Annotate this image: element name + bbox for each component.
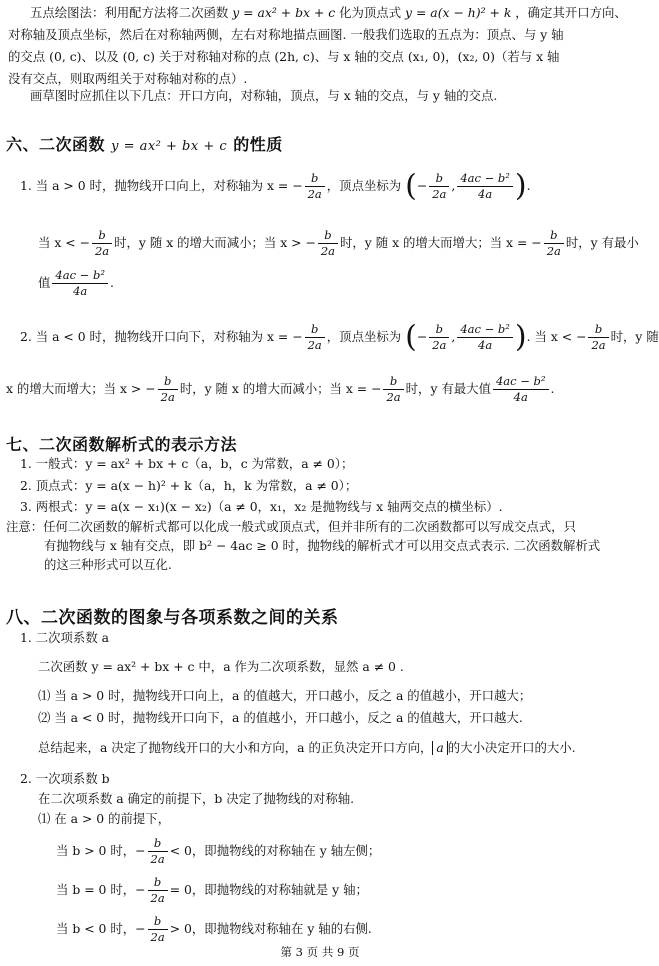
text: x 的增大而增大；当 x > − (6, 381, 156, 396)
intro-line-3: 的交点 (0, c)、以及 (0, c) 关于对称轴对称的点 (2h, c)、与 x 轴的交点 (x₁, 0)，(x₂, 0)（若与 x 轴 (8, 49, 560, 64)
heading-formula: y = ax² + bx + c (111, 139, 228, 154)
fraction-b-over-2a: $\frac{b}{2a}$ (544, 228, 564, 259)
fraction-b-over-2a: $\frac{b}{2a}$ (148, 875, 168, 906)
fraction-b-over-2a: $\frac{b}{2a}$ (92, 228, 112, 259)
fraction-vertex-y: $\frac{\text{4ac − b²}}{4a}$ (52, 268, 108, 299)
fraction-vertex-y: $\frac{\text{4ac − b²}}{4a}$ (493, 374, 549, 405)
s7-item-roots: 3. 两根式：y = a(x − x₁)(x − x₂)（a ≠ 0，x₁，x₂ 是抛物线与 x 轴两交点的横坐标）. (20, 499, 503, 514)
s7-note-line-3: 的这三种形式可以互化. (44, 557, 172, 572)
s6-item-1-min: 值 $\frac{\text{4ac − b²}}{4a}$ . (38, 268, 114, 298)
intro-line-5: 画草图时应抓住以下几点：开口方向，对称轴，顶点，与 x 轴的交点，与 y 轴的交点. (30, 88, 498, 103)
fraction-b-over-2a: $\frac{b}{2a}$ (429, 171, 449, 202)
intro-text: 化为顶点式 (339, 5, 402, 20)
s8-a-title: 1. 二次项系数 a (20, 630, 110, 645)
fraction-vertex-y: $\frac{\text{4ac − b²}}{4a}$ (457, 322, 513, 353)
section-6-heading (6, 132, 283, 155)
intro-line-2: 对称轴及顶点坐标，然后在对称轴两侧，左右对称地描点画图. 一般我们选取的五点为：顶点、与 y 轴 (8, 27, 564, 42)
text: 时，y 随 x 的增大而增大；当 x = − (340, 235, 542, 250)
intro-text: ，确定其开口方向、 (515, 5, 627, 20)
fraction-b-over-2a: $\frac{b}{2a}$ (305, 322, 325, 353)
text: 时，y 有最大值 (405, 381, 491, 396)
s6-item-1-detail (38, 228, 639, 259)
s8-b-case-zero (56, 875, 368, 906)
section-8-heading: 八、二次函数的图象与各项系数之间的关系 (6, 608, 339, 628)
text: 当 b = 0 时，− (56, 882, 146, 897)
formula-general: y = ax² + bx + c (232, 5, 336, 20)
text: 1. 当 a > 0 时，抛物线开口向上，对称轴为 x = − (20, 178, 303, 193)
page-footer: 第 3 页 共 9 页 (280, 945, 360, 959)
s7-item-vertex: 2. 顶点式：y = a(x − h)² + k（a，h，k 为常数，a ≠ 0）； (20, 478, 358, 493)
s8-b-title: 2. 一次项系数 b (20, 771, 110, 786)
text: . 当 x < − (526, 329, 587, 344)
s8-b-case-positive (56, 836, 380, 867)
section-7-heading: 七、二次函数解析式的表示方法 (6, 435, 238, 454)
intro-line-4: 没有交点，则取两组关于对称轴对称的点）. (8, 71, 248, 86)
fraction-b-over-2a: $\frac{b}{2a}$ (429, 322, 449, 353)
text: < 0，即抛物线的对称轴在 y 轴左侧； (169, 843, 381, 858)
fraction-b-over-2a: $\frac{b}{2a}$ (383, 374, 403, 405)
s8-a-line-1: 二次函数 y = ax² + bx + c 中，a 作为二次项系数，显然 a ≠ 0 . (38, 659, 404, 674)
formula-vertex: y = a(x − h)² + k (405, 5, 512, 20)
text: 当 b < 0 时，− (56, 921, 146, 936)
text: = 0，即抛物线的对称轴就是 y 轴； (169, 882, 368, 897)
abs-a: a (432, 741, 447, 755)
heading-text: 的性质 (233, 135, 283, 154)
s6-item-2: 2. 当 a < 0 时，抛物线开口向下，对称轴为 x = − $\frac{b}{2a}$ ，顶点坐标为 (− $\frac{b}{2a}$ , $\frac{\text{4ac − b²}}{4a}$ ). 当 x < − $\frac{b}{2a}$ 时，y 随 (20, 319, 659, 355)
s8-a-line-2: ⑴ 当 a > 0 时，抛物线开口向上，a 的值越大，开口越小，反之 a 的值越小，开口越大； (38, 688, 532, 703)
s8-b-case-negative (56, 914, 372, 945)
intro-line-1 (30, 5, 627, 21)
text: 的大小决定开口的大小. (447, 740, 576, 755)
s8-b-line-1: 在二次项系数 a 确定的前提下，b 决定了抛物线的对称轴. (38, 791, 355, 806)
text: 当 b > 0 时，− (56, 843, 146, 858)
s7-item-general: 1. 一般式：y = ax² + bx + c（a，b，c 为常数，a ≠ 0）； (20, 456, 354, 471)
fraction-b-over-2a: $\frac{b}{2a}$ (588, 322, 608, 353)
s6-item-1: 1. 当 a > 0 时，抛物线开口向上，对称轴为 x = − $\frac{b}{2a}$ ，顶点坐标为 (− $\frac{b}{2a}$ , $\frac{\text{4ac − b²}}{4a}$ ). (20, 168, 531, 204)
fraction-vertex-y: $\frac{\text{4ac − b²}}{4a}$ (457, 171, 513, 202)
fraction-b-over-2a: $\frac{b}{2a}$ (305, 171, 325, 202)
s7-note-line-1: 注意：任何二次函数的解析式都可以化成一般式或顶点式，但并非所有的二次函数都可以写成交点式，只 (6, 519, 576, 534)
text: 时，y 有最小 (565, 235, 639, 250)
fraction-b-over-2a: $\frac{b}{2a}$ (318, 228, 338, 259)
fraction-b-over-2a: $\frac{b}{2a}$ (148, 914, 168, 945)
text: ，顶点坐标为 (326, 178, 402, 193)
text: 当 x < − (38, 235, 90, 250)
intro-text: 五点绘图法：利用配方法将二次函数 (30, 5, 229, 20)
text: 2. 当 a < 0 时，抛物线开口向下，对称轴为 x = − (20, 329, 303, 344)
text: 值 (38, 275, 51, 290)
text: > 0，即抛物线对称轴在 y 轴的右侧. (169, 921, 372, 936)
s8-a-summary (38, 740, 576, 756)
s8-b-line-2: ⑴ 在 a > 0 的前提下， (38, 811, 171, 826)
text: 时，y 随 (610, 329, 659, 344)
text: 总结起来，a 决定了抛物线开口的大小和方向，a 的正负决定开口方向， (38, 740, 433, 755)
s8-a-line-3: ⑵ 当 a < 0 时，抛物线开口向下，a 的值越小，开口越小，反之 a 的值越大，开口越大. (38, 710, 523, 725)
s6-item-2-detail: x 的增大而增大；当 x > − $\frac{b}{2a}$ 时，y 随 x 的增大而减小；当 x = − $\frac{b}{2a}$ 时，y 有最大值 $\frac{\text{4ac − b²}}{4a}$ . (6, 374, 555, 404)
s7-note-line-2: 有抛物线与 x 轴有交点，即 b² − 4ac ≥ 0 时，抛物线的解析式才可以用交点式表示. 二次函数解析式 (44, 538, 601, 553)
text: 时，y 随 x 的增大而减小；当 x > − (114, 235, 316, 250)
text: 时，y 随 x 的增大而减小；当 x = − (179, 381, 382, 396)
heading-text: 六、二次函数 (6, 135, 106, 154)
fraction-b-over-2a: $\frac{b}{2a}$ (148, 836, 168, 867)
text: ，顶点坐标为 (326, 329, 402, 344)
fraction-b-over-2a: $\frac{b}{2a}$ (158, 374, 178, 405)
